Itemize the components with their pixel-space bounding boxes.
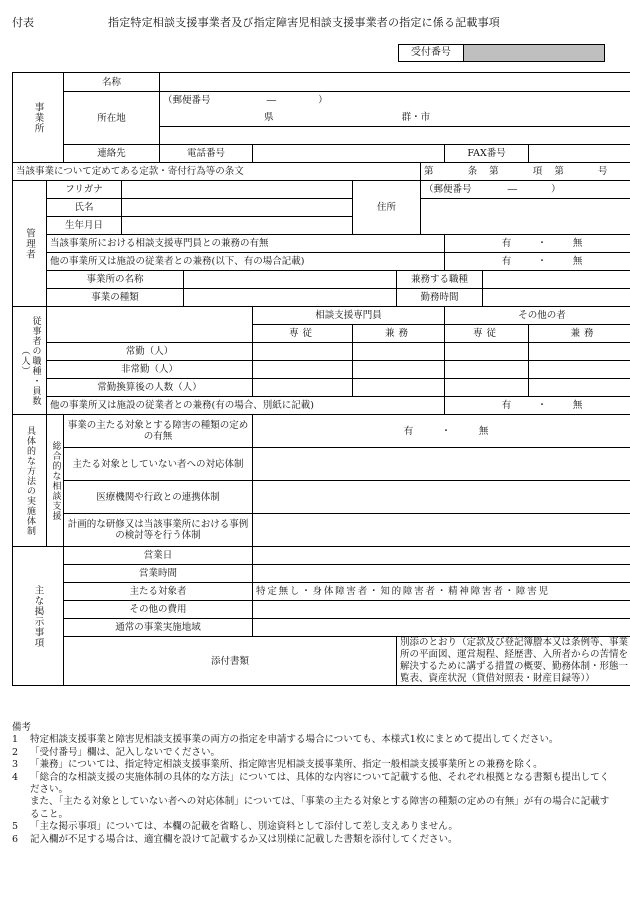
business-hours-field[interactable] [253, 565, 630, 583]
service-area-field[interactable] [253, 619, 630, 637]
staff-other-concurrent-label: 他の事業所又は施設の従業者との兼務(有の場合、別紙に記載) [47, 397, 445, 415]
note-text: 「受付番号」欄は、記入しないでください。 [30, 746, 221, 758]
office-address-field[interactable] [160, 127, 630, 145]
form-label: 付表 [12, 16, 34, 29]
note-text: 特定相談支援事業と障害児相談支援事業の両方の指定を申請する場合についても、本様式1枚にまとめて提出してください。 [30, 734, 559, 746]
notes-section [12, 722, 618, 846]
note-number: 3 [12, 759, 19, 771]
service-area-label: 通常の事業実施地域 [64, 619, 253, 637]
system-outer-line1: 具体的な方法 [25, 425, 35, 486]
choice-no[interactable]: 無 [478, 425, 489, 437]
furigana-label: フリガナ [47, 181, 122, 199]
note-text: 記入欄が不足する場合は、適宜欄を設けて記載するか又は別様に記載した書類を添付してください。 [30, 833, 458, 845]
birth-date-label: 生年月日 [47, 217, 122, 235]
staff-section-label: 従事者の職種・員数（人） [13, 307, 47, 415]
other-fulltime-header: 専従 [445, 325, 529, 343]
note-item [12, 821, 618, 833]
concurrent-other-label: 他の事業所又は施設の従業者との兼務(以下、有の場合記載) [47, 253, 445, 271]
article-jo: 条 [467, 166, 478, 177]
article-dai-2: 第 [489, 166, 499, 177]
regular-specialist-fulltime[interactable] [253, 343, 353, 361]
other-cost-label: その他の費用 [64, 601, 253, 619]
birth-date-field[interactable] [122, 217, 353, 235]
work-hours-label: 勤務時間 [397, 289, 483, 307]
office-postal-line[interactable] [160, 92, 630, 110]
training-system-field[interactable] [253, 514, 630, 547]
office-pref-city-line[interactable] [160, 109, 630, 127]
furigana-field[interactable] [122, 181, 353, 199]
specialist-concurrent-header: 兼務 [353, 325, 445, 343]
note-text: 「総合的な相談支援の実施体制の具体的な方法」については、具体的な内容について記載する他、それぞれ根拠となる書類も提出してください。 [30, 771, 610, 796]
system-inner-label: 総合的な相談支援 [47, 415, 64, 547]
regular-other-concurrent[interactable] [529, 343, 630, 361]
choice-sep: ・ [537, 256, 547, 267]
manager-postal-open: （郵便番号 [424, 184, 472, 195]
regular-specialist-concurrent[interactable] [353, 343, 445, 361]
converted-label: 常勤換算後の人数（人） [47, 379, 253, 397]
converted-other-concurrent[interactable] [529, 379, 630, 397]
choice-yes[interactable]: 有 [501, 238, 512, 249]
concurrent-job-field[interactable] [483, 271, 630, 289]
note-number: 6 [12, 833, 19, 845]
office-section-label: 事業所 [13, 73, 64, 163]
article-dai-3: 第 [554, 166, 564, 177]
concurrent-specialist-choice[interactable] [445, 235, 630, 253]
note-number: 2 [12, 746, 19, 758]
other-staff-header: その他の者 [445, 307, 630, 325]
other-cost-field[interactable] [253, 601, 630, 619]
article-go: 号 [597, 166, 608, 177]
manager-name-label: 氏名 [47, 199, 122, 217]
specialist-header: 相談支援専門員 [253, 307, 445, 325]
note-number [12, 796, 30, 821]
choice-yes[interactable]: 有 [501, 256, 512, 267]
choice-no[interactable]: 無 [572, 256, 583, 267]
choice-yes[interactable]: 有 [501, 400, 512, 411]
irregular-label: 非常勤（人） [47, 361, 253, 379]
articles-field[interactable] [421, 163, 630, 181]
manager-section-label: 管理者 [13, 181, 47, 307]
manager-postal-dash: ― [507, 184, 518, 195]
business-days-label: 営業日 [64, 547, 253, 565]
notes-title: 備考 [12, 722, 32, 733]
specialist-fulltime-header: 専従 [253, 325, 353, 343]
concurrent-office-name-label: 事業所の名称 [47, 271, 184, 289]
other-concurrent-header: 兼務 [529, 325, 630, 343]
manager-name-field[interactable] [122, 199, 353, 217]
concurrent-job-label: 兼務する職種 [397, 271, 483, 289]
target-disability-label: 事業の主たる対象とする障害の種類の定めの有無 [64, 415, 253, 448]
concurrent-office-name-field[interactable] [184, 271, 397, 289]
manager-postal-line[interactable] [421, 181, 630, 199]
note-item [12, 759, 618, 771]
application-form-table [12, 72, 630, 686]
articles-label: 当該事業について定めてある定款・寄付行為等の条文 [13, 163, 421, 181]
postal-close: ） [318, 95, 328, 106]
note-item [12, 772, 618, 797]
staff-header-blank [47, 307, 253, 343]
non-target-response-label: 主たる対象としていない者への対応体制 [64, 448, 253, 481]
target-disability-choice[interactable] [253, 415, 630, 448]
article-dai-1: 第 [424, 166, 434, 177]
office-address-label: 所在地 [64, 92, 160, 145]
irregular-other-concurrent[interactable] [529, 361, 630, 379]
system-outer-label [13, 415, 47, 547]
converted-specialist-fulltime[interactable] [253, 379, 353, 397]
main-target-choices[interactable]: 特定無し・身体障害者・知的障害者・精神障害者・障害児 [253, 583, 630, 601]
phone-field[interactable] [253, 145, 445, 163]
note-item [12, 734, 618, 746]
manager-address-field[interactable] [421, 199, 630, 235]
choice-yes[interactable]: 有 [403, 425, 414, 437]
concurrent-other-choice[interactable] [445, 253, 630, 271]
system-outer-line2: の実施体制 [25, 485, 35, 536]
note-text: 「兼務」については、指定特定相談支援事業所、指定障害児相談支援事業所、指定一般相談支援事業所との兼務を除く。 [30, 759, 543, 771]
main-target-label: 主たる対象者 [64, 583, 253, 601]
choice-sep: ・ [441, 425, 451, 437]
note-number: 5 [12, 821, 19, 833]
training-system-label: 計画的な研修又は当該事業所における事例の検討等を行う体制 [64, 514, 253, 547]
attachments-value: 別添のとおり（定款及び登記簿謄本又は条例等、事業所の平面図、運営規程、経歴書、入所者からの苦情を解決するために講ずる措置の概要、勤務体制・形態一覧表、資産状況（貸借対照表・財産目録等）） [397, 637, 630, 686]
page-title: 指定特定相談支援事業者及び指定障害児相談支援事業者の指定に係る記載事項 [108, 16, 500, 29]
business-hours-label: 営業時間 [64, 565, 253, 583]
regular-label: 常勤（人） [47, 343, 253, 361]
note-number: 4 [12, 771, 19, 783]
phone-label: 電話番号 [160, 145, 253, 163]
converted-specialist-concurrent[interactable] [353, 379, 445, 397]
notice-section-label: 主な掲示事項 [13, 547, 64, 686]
note-text: また、「主たる対象としていない者への対応体制」については、「事業の主たる対象とする障害の種類の定めの有無」が有の場合に記載すること。 [30, 796, 610, 820]
fax-field[interactable] [529, 145, 630, 163]
irregular-specialist-concurrent[interactable] [353, 361, 445, 379]
office-type-field[interactable] [184, 289, 397, 307]
city-label: 群・市 [401, 112, 431, 123]
note-item [12, 747, 618, 759]
choice-sep: ・ [537, 238, 547, 249]
manager-address-label: 住所 [353, 181, 421, 235]
manager-postal-close: ） [551, 184, 561, 195]
medical-liaison-field[interactable] [253, 481, 630, 514]
medical-liaison-label: 医療機関や行政との連携体制 [64, 481, 253, 514]
irregular-other-fulltime[interactable] [445, 361, 529, 379]
office-type-label: 事業の種類 [47, 289, 184, 307]
reception-number-box [398, 44, 605, 62]
converted-other-fulltime[interactable] [445, 379, 529, 397]
article-ko: 項 [532, 166, 543, 177]
postal-dash: ― [266, 95, 277, 106]
postal-open: （郵便番号 [163, 95, 211, 106]
office-contact-label: 連絡先 [64, 145, 160, 163]
work-hours-field[interactable] [483, 289, 630, 307]
regular-other-fulltime[interactable] [445, 343, 529, 361]
fax-label: FAX番号 [445, 145, 529, 163]
non-target-response-field[interactable] [253, 448, 630, 481]
choice-no[interactable]: 無 [572, 400, 583, 411]
reception-number-field[interactable] [464, 45, 604, 61]
reception-number-label: 受付番号 [399, 45, 464, 61]
note-item [12, 796, 618, 821]
irregular-specialist-fulltime[interactable] [253, 361, 353, 379]
pref-label: 県 [264, 112, 274, 123]
attachments-label: 添付書類 [64, 637, 397, 686]
office-name-field[interactable] [160, 73, 630, 92]
staff-other-concurrent-choice[interactable] [445, 397, 630, 415]
business-days-field[interactable] [253, 547, 630, 565]
concurrent-specialist-label: 当該事業所における相談支援専門員との兼務の有無 [47, 235, 445, 253]
office-name-label: 名称 [64, 73, 160, 92]
choice-no[interactable]: 無 [572, 238, 583, 249]
note-number: 1 [12, 734, 19, 746]
note-item [12, 834, 618, 846]
choice-sep: ・ [537, 400, 547, 411]
note-text: 「主な掲示事項」については、本欄の記載を省略し、別途資料として添付して差し支えありません。 [30, 821, 458, 833]
